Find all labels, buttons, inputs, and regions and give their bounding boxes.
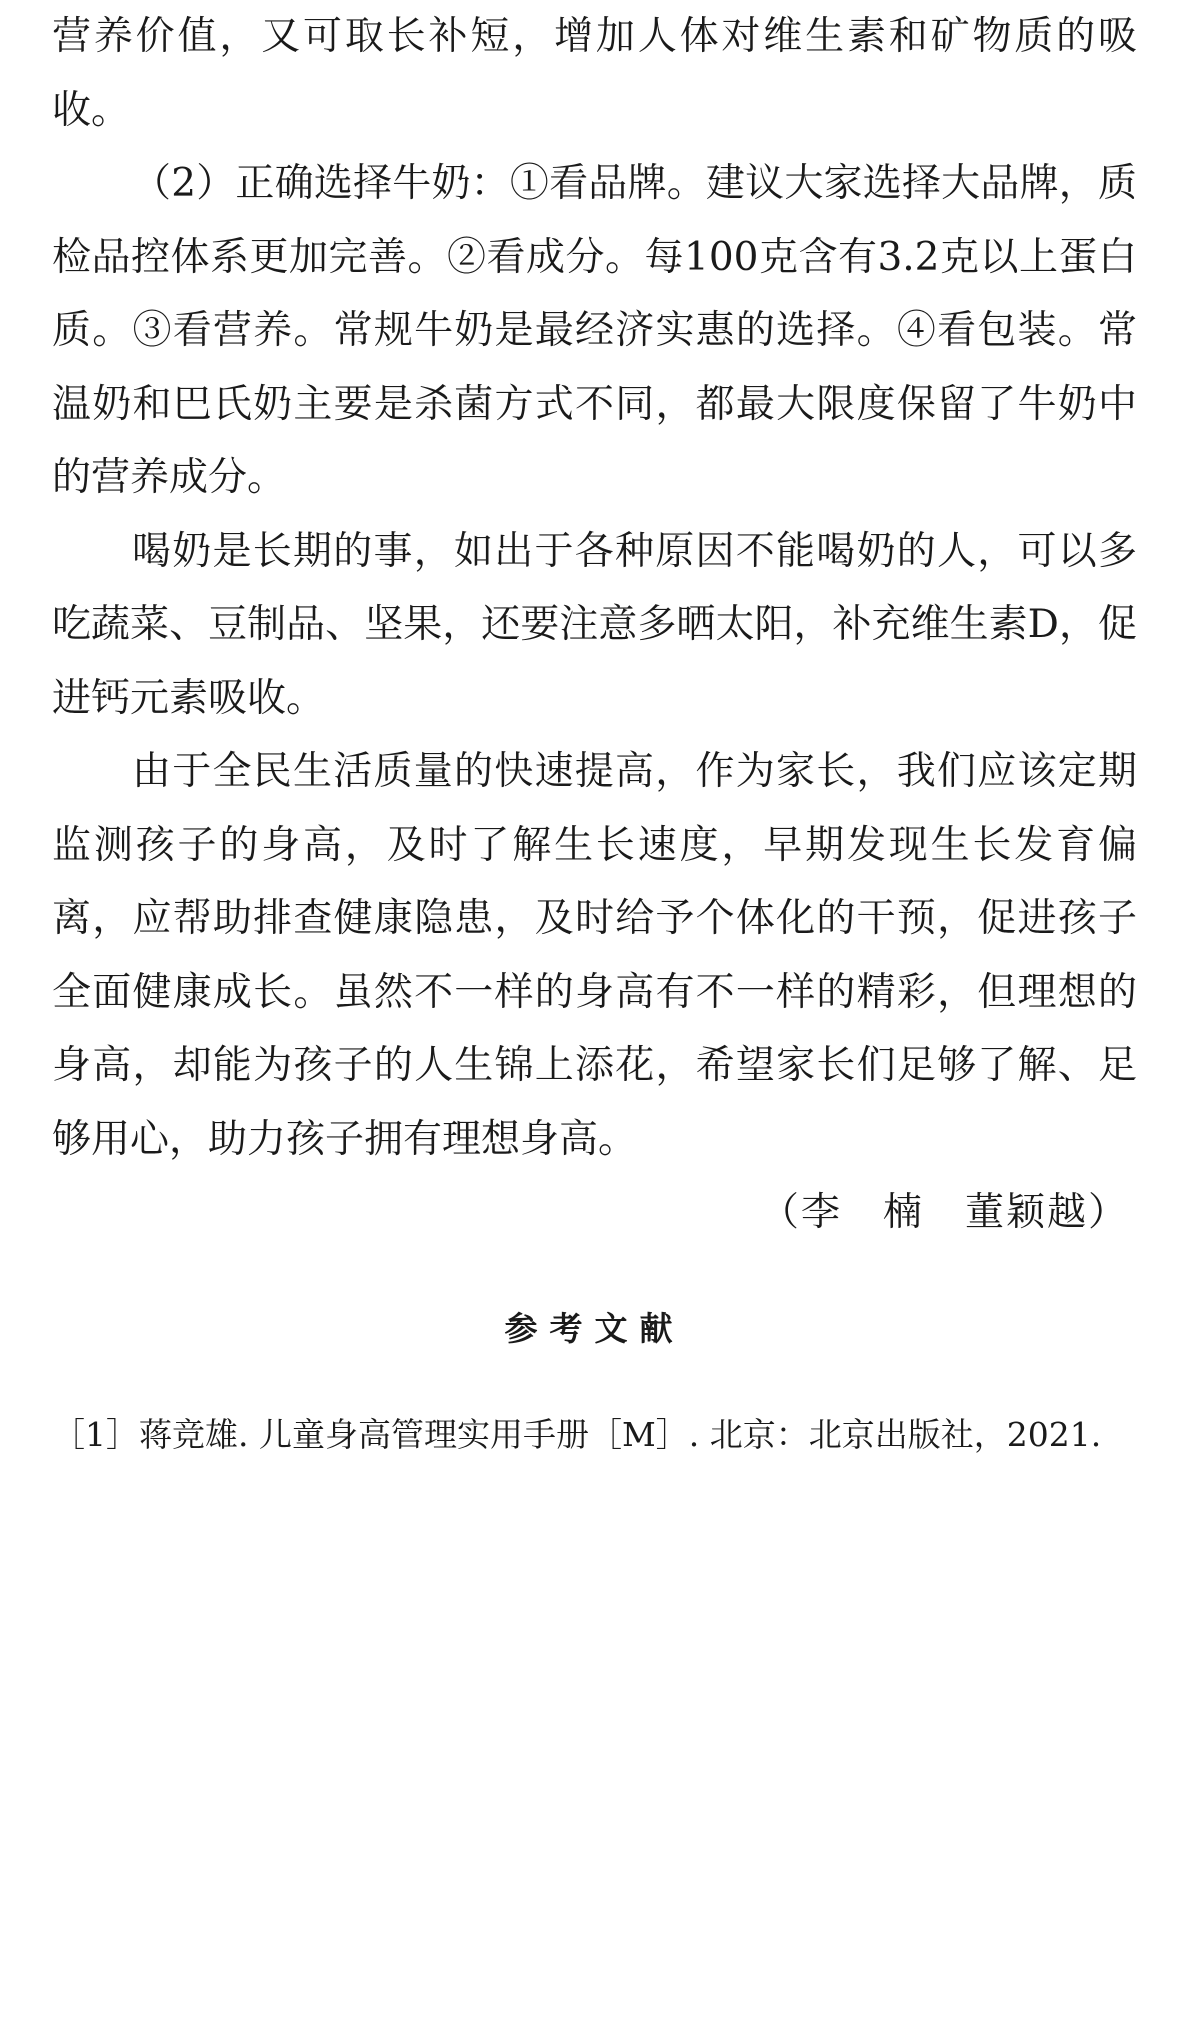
reference-list [52, 1403, 1137, 1467]
author-signature: （李 楠 董颖越） [759, 1190, 1129, 1235]
document-page [52, 0, 1137, 1467]
paragraph-milk-alternatives: 喝奶是长期的事，如出于各种原因不能喝奶的人，可以多吃蔬菜、豆制品、坚果，还要注意多晒太阳，补充维生素D，促进钙元素吸收。 [52, 528, 1137, 721]
reference-item: ［1］蒋竞雄. 儿童身高管理实用手册［M］. 北京：北京出版社，2021. [52, 1414, 1102, 1454]
references-heading: 参考文献 [504, 1308, 685, 1348]
paragraph-continuation: 营养价值，又可取长补短，增加人体对维生素和矿物质的吸收。 [52, 14, 1137, 133]
paragraph-conclusion: 由于全民生活质量的快速提高，作为家长，我们应该定期监测孩子的身高，及时了解生长速度，早期发现生长发育偏离，应帮助排查健康隐患，及时给予个体化的干预，促进孩子全面健康成长。虽然不一样的身高有不一样的精彩，但理想的身高，却能为孩子的人生锦上添花，希望家长们足够了解、足够用心，助力孩子拥有理想身高。 [52, 749, 1137, 1162]
paragraph-milk-selection: （2）正确选择牛奶：①看品牌。建议大家选择大品牌，质检品控体系更加完善。②看成分。每100克含有3.2克以上蛋白质。③看营养。常规牛奶是最经济实惠的选择。④看包装。常温奶和巴氏奶主要是杀菌方式不同，都最大限度保留了牛奶中的营养成分。 [52, 161, 1137, 500]
